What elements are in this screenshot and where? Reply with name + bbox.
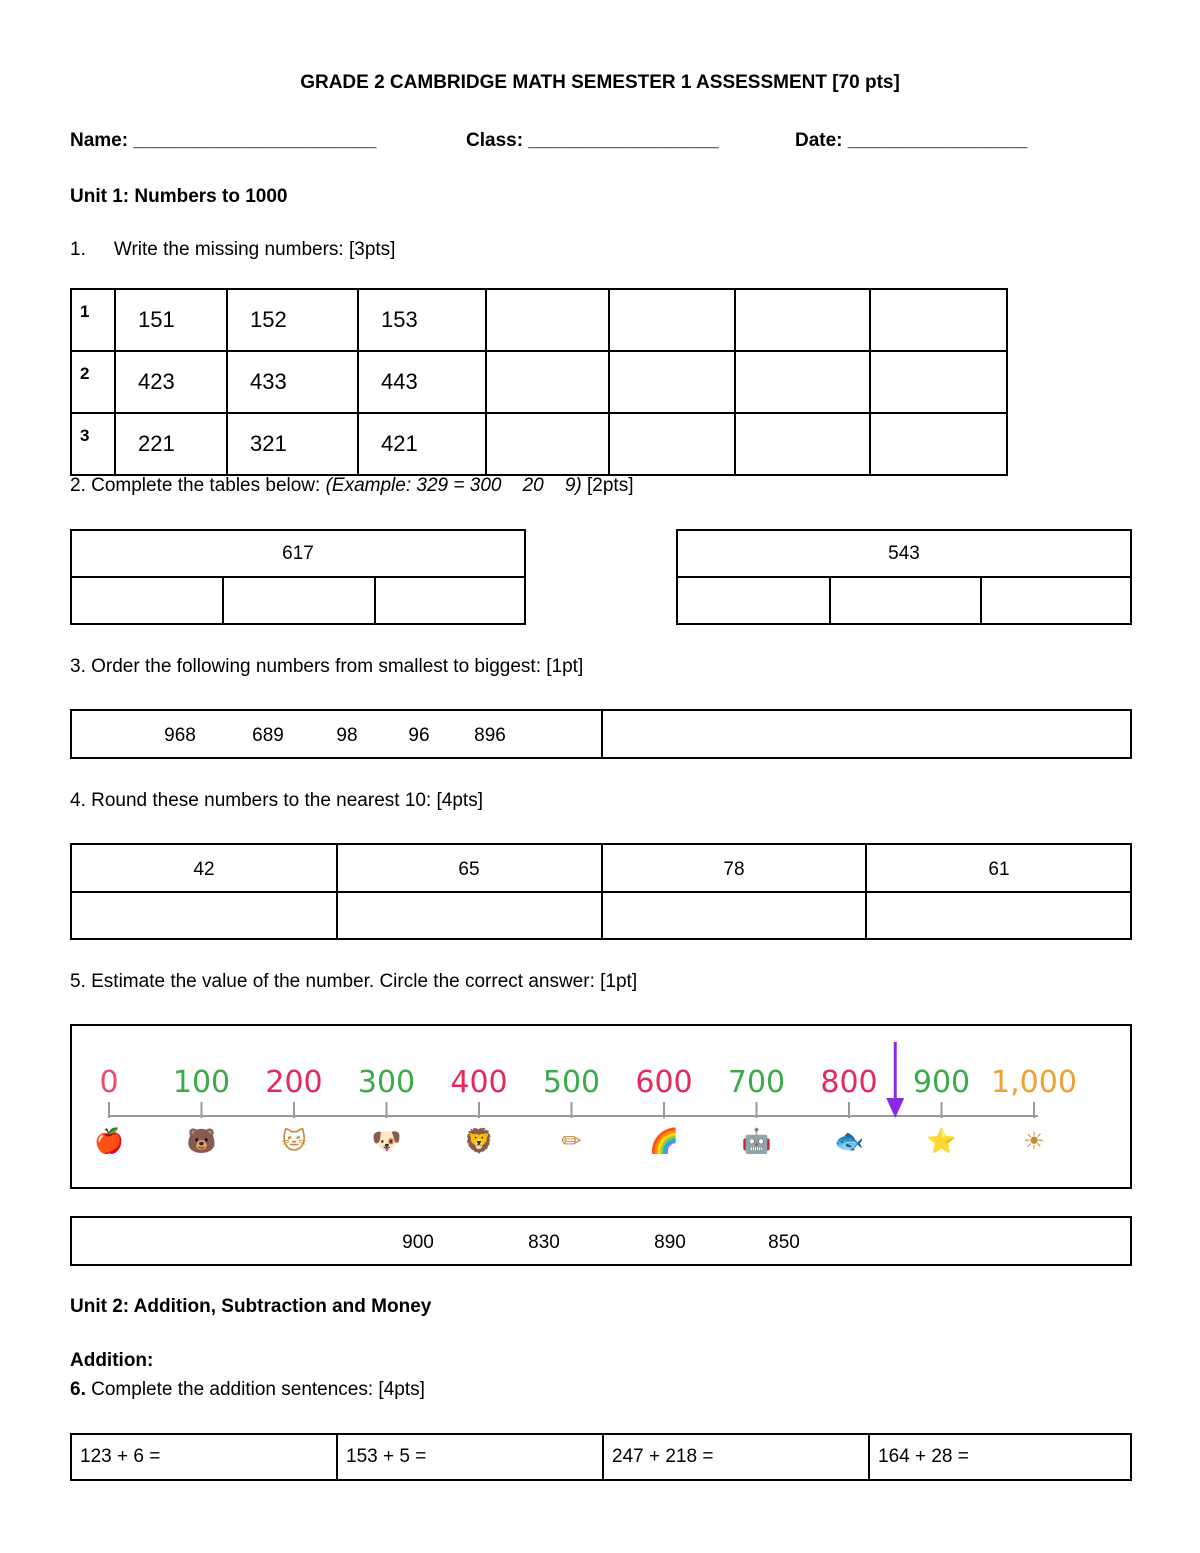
answer-cell[interactable]	[222, 577, 224, 623]
choice-option[interactable]: 890	[654, 1232, 686, 1253]
q1-text: Write the missing numbers: [3pts]	[113, 239, 396, 260]
number-line-label: 500	[542, 1065, 601, 1100]
number-line	[72, 1026, 1130, 1187]
q2-text: 2. Complete the tables below:	[70, 475, 326, 496]
table-cell: 321	[227, 413, 358, 475]
tick-picture-icon: 🐻	[186, 1127, 217, 1155]
q2-prompt	[70, 475, 633, 497]
q1-prompt	[70, 239, 395, 261]
table-cell: 151	[115, 289, 227, 351]
answer-cell[interactable]	[829, 577, 831, 623]
table-row	[71, 413, 1007, 475]
row-index: 1	[71, 289, 115, 351]
unit2-heading: Unit 2: Addition, Subtraction and Money	[70, 1296, 432, 1317]
tick-picture-icon: 🦁	[464, 1127, 494, 1155]
addition-item[interactable]: 164 + 28 =	[869, 1434, 1131, 1480]
q6-prompt	[70, 1379, 425, 1401]
answer-cell[interactable]	[735, 413, 870, 475]
place-value-table-left	[70, 529, 526, 625]
table-row	[71, 351, 1007, 413]
number-item: 96	[408, 725, 430, 746]
addition-table	[70, 1433, 1132, 1481]
table-cell: 433	[227, 351, 358, 413]
choice-option[interactable]: 900	[402, 1232, 434, 1253]
answer-cell[interactable]	[486, 351, 609, 413]
row-index: 3	[71, 413, 115, 475]
tick-picture-icon: ✏	[561, 1127, 582, 1155]
answer-cell[interactable]	[609, 289, 735, 351]
answer-cell[interactable]	[609, 413, 735, 475]
number-line-label: 200	[265, 1065, 323, 1100]
tick-picture-icon: 🐱	[281, 1127, 307, 1155]
number-line-label: 100	[172, 1065, 231, 1100]
table-cell: 152	[227, 289, 358, 351]
number-item: 98	[336, 725, 358, 746]
addition-item[interactable]: 123 + 6 =	[71, 1434, 337, 1480]
answer-cell[interactable]	[601, 711, 603, 757]
number-line-label: 400	[450, 1065, 508, 1100]
answer-cell[interactable]	[735, 289, 870, 351]
number-line-label: 800	[820, 1065, 878, 1100]
estimate-choices-box	[70, 1216, 1132, 1266]
addition-heading: Addition:	[70, 1350, 154, 1371]
addition-item[interactable]: 247 + 218 =	[603, 1434, 869, 1480]
name-field[interactable]: Name: _______________________	[70, 130, 377, 151]
number-item: 689	[252, 725, 284, 746]
q1-number: 1.	[70, 239, 86, 260]
number-line-label: 1,000	[991, 1065, 1077, 1100]
number-line-label: 900	[912, 1065, 971, 1100]
q4-prompt: 4. Round these numbers to the nearest 10: [4pts]	[70, 790, 483, 811]
answer-cell[interactable]	[870, 289, 1007, 351]
choice-option[interactable]: 830	[528, 1232, 560, 1253]
date-field[interactable]: Date: _________________	[795, 130, 1028, 151]
tick-picture-icon: ☀	[1023, 1127, 1045, 1155]
number-item: 896	[474, 725, 506, 746]
answer-cell[interactable]	[374, 577, 376, 623]
q6-number: 6.	[70, 1379, 86, 1400]
addition-item[interactable]: 153 + 5 =	[337, 1434, 603, 1480]
order-numbers-box	[70, 709, 1132, 759]
class-field[interactable]: Class: __________________	[466, 130, 719, 151]
number-line-label: 0	[99, 1065, 119, 1100]
table-cell: 423	[115, 351, 227, 413]
place-value-total: 543	[888, 543, 920, 564]
answer-cell[interactable]	[609, 351, 735, 413]
table-row	[71, 289, 1007, 351]
table-cell: 443	[358, 351, 486, 413]
answer-cell[interactable]	[486, 413, 609, 475]
place-value-total: 617	[282, 543, 314, 564]
choice-option[interactable]: 850	[768, 1232, 800, 1253]
number-item: 968	[164, 725, 196, 746]
number-line-label: 600	[635, 1065, 693, 1100]
table-cell: 421	[358, 413, 486, 475]
number-line-label: 700	[727, 1065, 786, 1100]
q3-prompt: 3. Order the following numbers from smallest to biggest: [1pt]	[70, 656, 584, 677]
row-index: 2	[71, 351, 115, 413]
table-cell: 153	[358, 289, 486, 351]
tick-picture-icon: 🌈	[649, 1127, 679, 1155]
answer-cell[interactable]	[980, 577, 982, 623]
tick-picture-icon: 🍎	[94, 1127, 124, 1155]
table-cell: 221	[115, 413, 227, 475]
rounding-table	[70, 843, 1132, 940]
answer-cell[interactable]	[870, 413, 1007, 475]
tick-picture-icon: 🤖	[741, 1127, 772, 1155]
q5-prompt: 5. Estimate the value of the number. Circle the correct answer: [1pt]	[70, 971, 638, 992]
unit1-heading: Unit 1: Numbers to 1000	[70, 186, 288, 207]
answer-cell[interactable]	[735, 351, 870, 413]
answer-cell[interactable]	[870, 351, 1007, 413]
tick-picture-icon: 🐶	[371, 1127, 402, 1155]
table-row	[71, 1434, 1131, 1480]
answer-cell[interactable]	[486, 289, 609, 351]
rounding-number: 42	[193, 859, 215, 880]
tick-picture-icon: 🐟	[834, 1127, 864, 1155]
page-title: GRADE 2 CAMBRIDGE MATH SEMESTER 1 ASSESSMENT [70 pts]	[300, 72, 900, 93]
rounding-number: 65	[458, 859, 480, 880]
missing-numbers-table	[70, 288, 1008, 476]
number-line-label: 300	[357, 1065, 416, 1100]
q6-text: Complete the addition sentences: [4pts]	[85, 1379, 425, 1400]
tick-picture-icon: ⭐	[926, 1127, 957, 1155]
rounding-number: 78	[723, 859, 745, 880]
place-value-table-right	[676, 529, 1132, 625]
q2-points: [2pts]	[581, 475, 634, 496]
rounding-number: 61	[988, 859, 1010, 880]
number-line-box	[70, 1024, 1132, 1189]
q2-example: (Example: 329 = 300 20 9)	[325, 475, 582, 496]
